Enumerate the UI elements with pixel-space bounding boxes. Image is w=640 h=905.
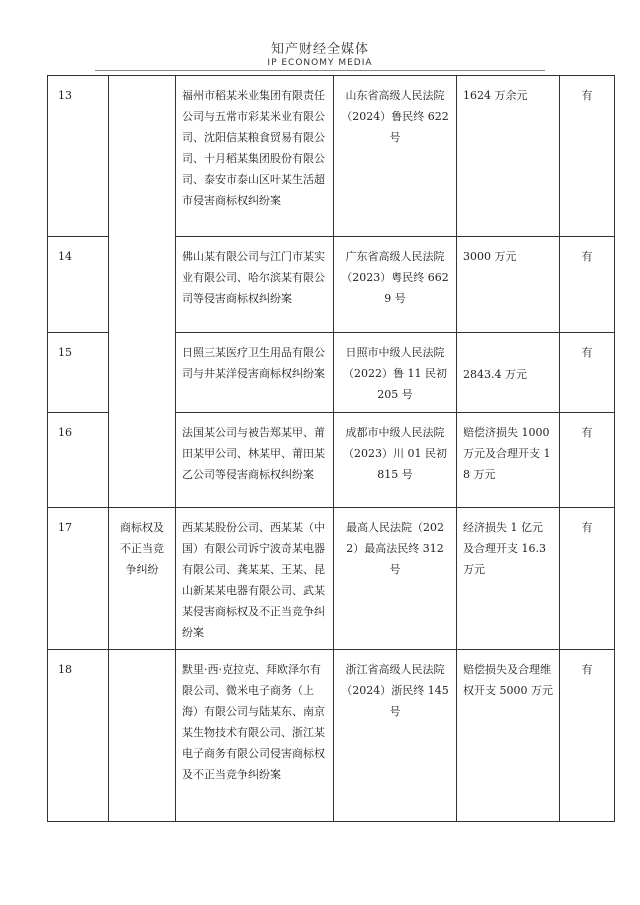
header-divider xyxy=(95,70,545,71)
brand-name-en: IP ECONOMY MEDIA xyxy=(267,58,373,68)
case-name: 法国某公司与被告郑某甲、莆田某甲公司、林某甲、莆田某乙公司等侵害商标权纠纷案 xyxy=(176,413,334,508)
row-index: 18 xyxy=(48,650,109,822)
type-group-label: 商标权及不正当竞争纠纷 xyxy=(109,508,176,650)
type-cell-empty xyxy=(109,650,176,822)
case-name: 福州市稻某米业集团有限责任公司与五常市彩某米业有限公司、沈阳信某粮食贸易有限公司、十月稻某集团股份有限公司、泰安市泰山区叶某生活超市侵害商标权纠纷案 xyxy=(176,76,334,237)
page-header xyxy=(0,38,640,68)
brand-name-cn: 知产财经全媒体 xyxy=(270,42,369,57)
row-index: 13 xyxy=(48,76,109,237)
row-index: 15 xyxy=(48,333,109,413)
flag: 有 xyxy=(560,76,615,237)
flag: 有 xyxy=(560,650,615,822)
amount: 赔偿损失及合理维权开支 5000 万元 xyxy=(457,650,560,822)
amount: 赔偿济损失 1000 万元及合理开支 18 万元 xyxy=(457,413,560,508)
row-index: 14 xyxy=(48,237,109,333)
case-name: 佛山某有限公司与江门市某实业有限公司、哈尔滨某有限公司等侵害商标权纠纷案 xyxy=(176,237,334,333)
table-row xyxy=(48,76,615,237)
court-info: 日照市中级人民法院（2022）鲁 11 民初 205 号 xyxy=(334,333,457,413)
court-info: 最高人民法院（2022）最高法民终 312 号 xyxy=(334,508,457,650)
case-name: 日照三某医疗卫生用品有限公司与井某洋侵害商标权纠纷案 xyxy=(176,333,334,413)
table-row xyxy=(48,508,615,650)
amount: 1624 万余元 xyxy=(457,76,560,237)
case-name: 默里·西·克拉克、拜欧泽尔有限公司、微米电子商务（上海）有限公司与陆某东、南京某生物技术有限公司、浙江某电子商务有限公司侵害商标权及不正当竞争纠纷案 xyxy=(176,650,334,822)
flag: 有 xyxy=(560,237,615,333)
case-table xyxy=(47,75,615,822)
row-index: 16 xyxy=(48,413,109,508)
flag: 有 xyxy=(560,333,615,413)
flag: 有 xyxy=(560,413,615,508)
amount: 3000 万元 xyxy=(457,237,560,333)
court-info: 广东省高级人民法院（2023）粤民终 6629 号 xyxy=(334,237,457,333)
type-cell-empty xyxy=(109,76,176,508)
row-index: 17 xyxy=(48,508,109,650)
amount: 2843.4 万元 xyxy=(457,333,560,413)
flag: 有 xyxy=(560,508,615,650)
court-info: 成都市中级人民法院（2023）川 01 民初 815 号 xyxy=(334,413,457,508)
table-row xyxy=(48,650,615,822)
court-info: 浙江省高级人民法院（2024）浙民终 145 号 xyxy=(334,650,457,822)
amount: 经济损失 1 亿元及合理开支 16.3 万元 xyxy=(457,508,560,650)
case-name: 西某某股份公司、西某某（中国）有限公司诉宁波奇某电器有限公司、龚某某、王某、昆山新某某电器有限公司、武某某侵害商标权及不正当竞争纠纷案 xyxy=(176,508,334,650)
court-info: 山东省高级人民法院（2024）鲁民终 622 号 xyxy=(334,76,457,237)
